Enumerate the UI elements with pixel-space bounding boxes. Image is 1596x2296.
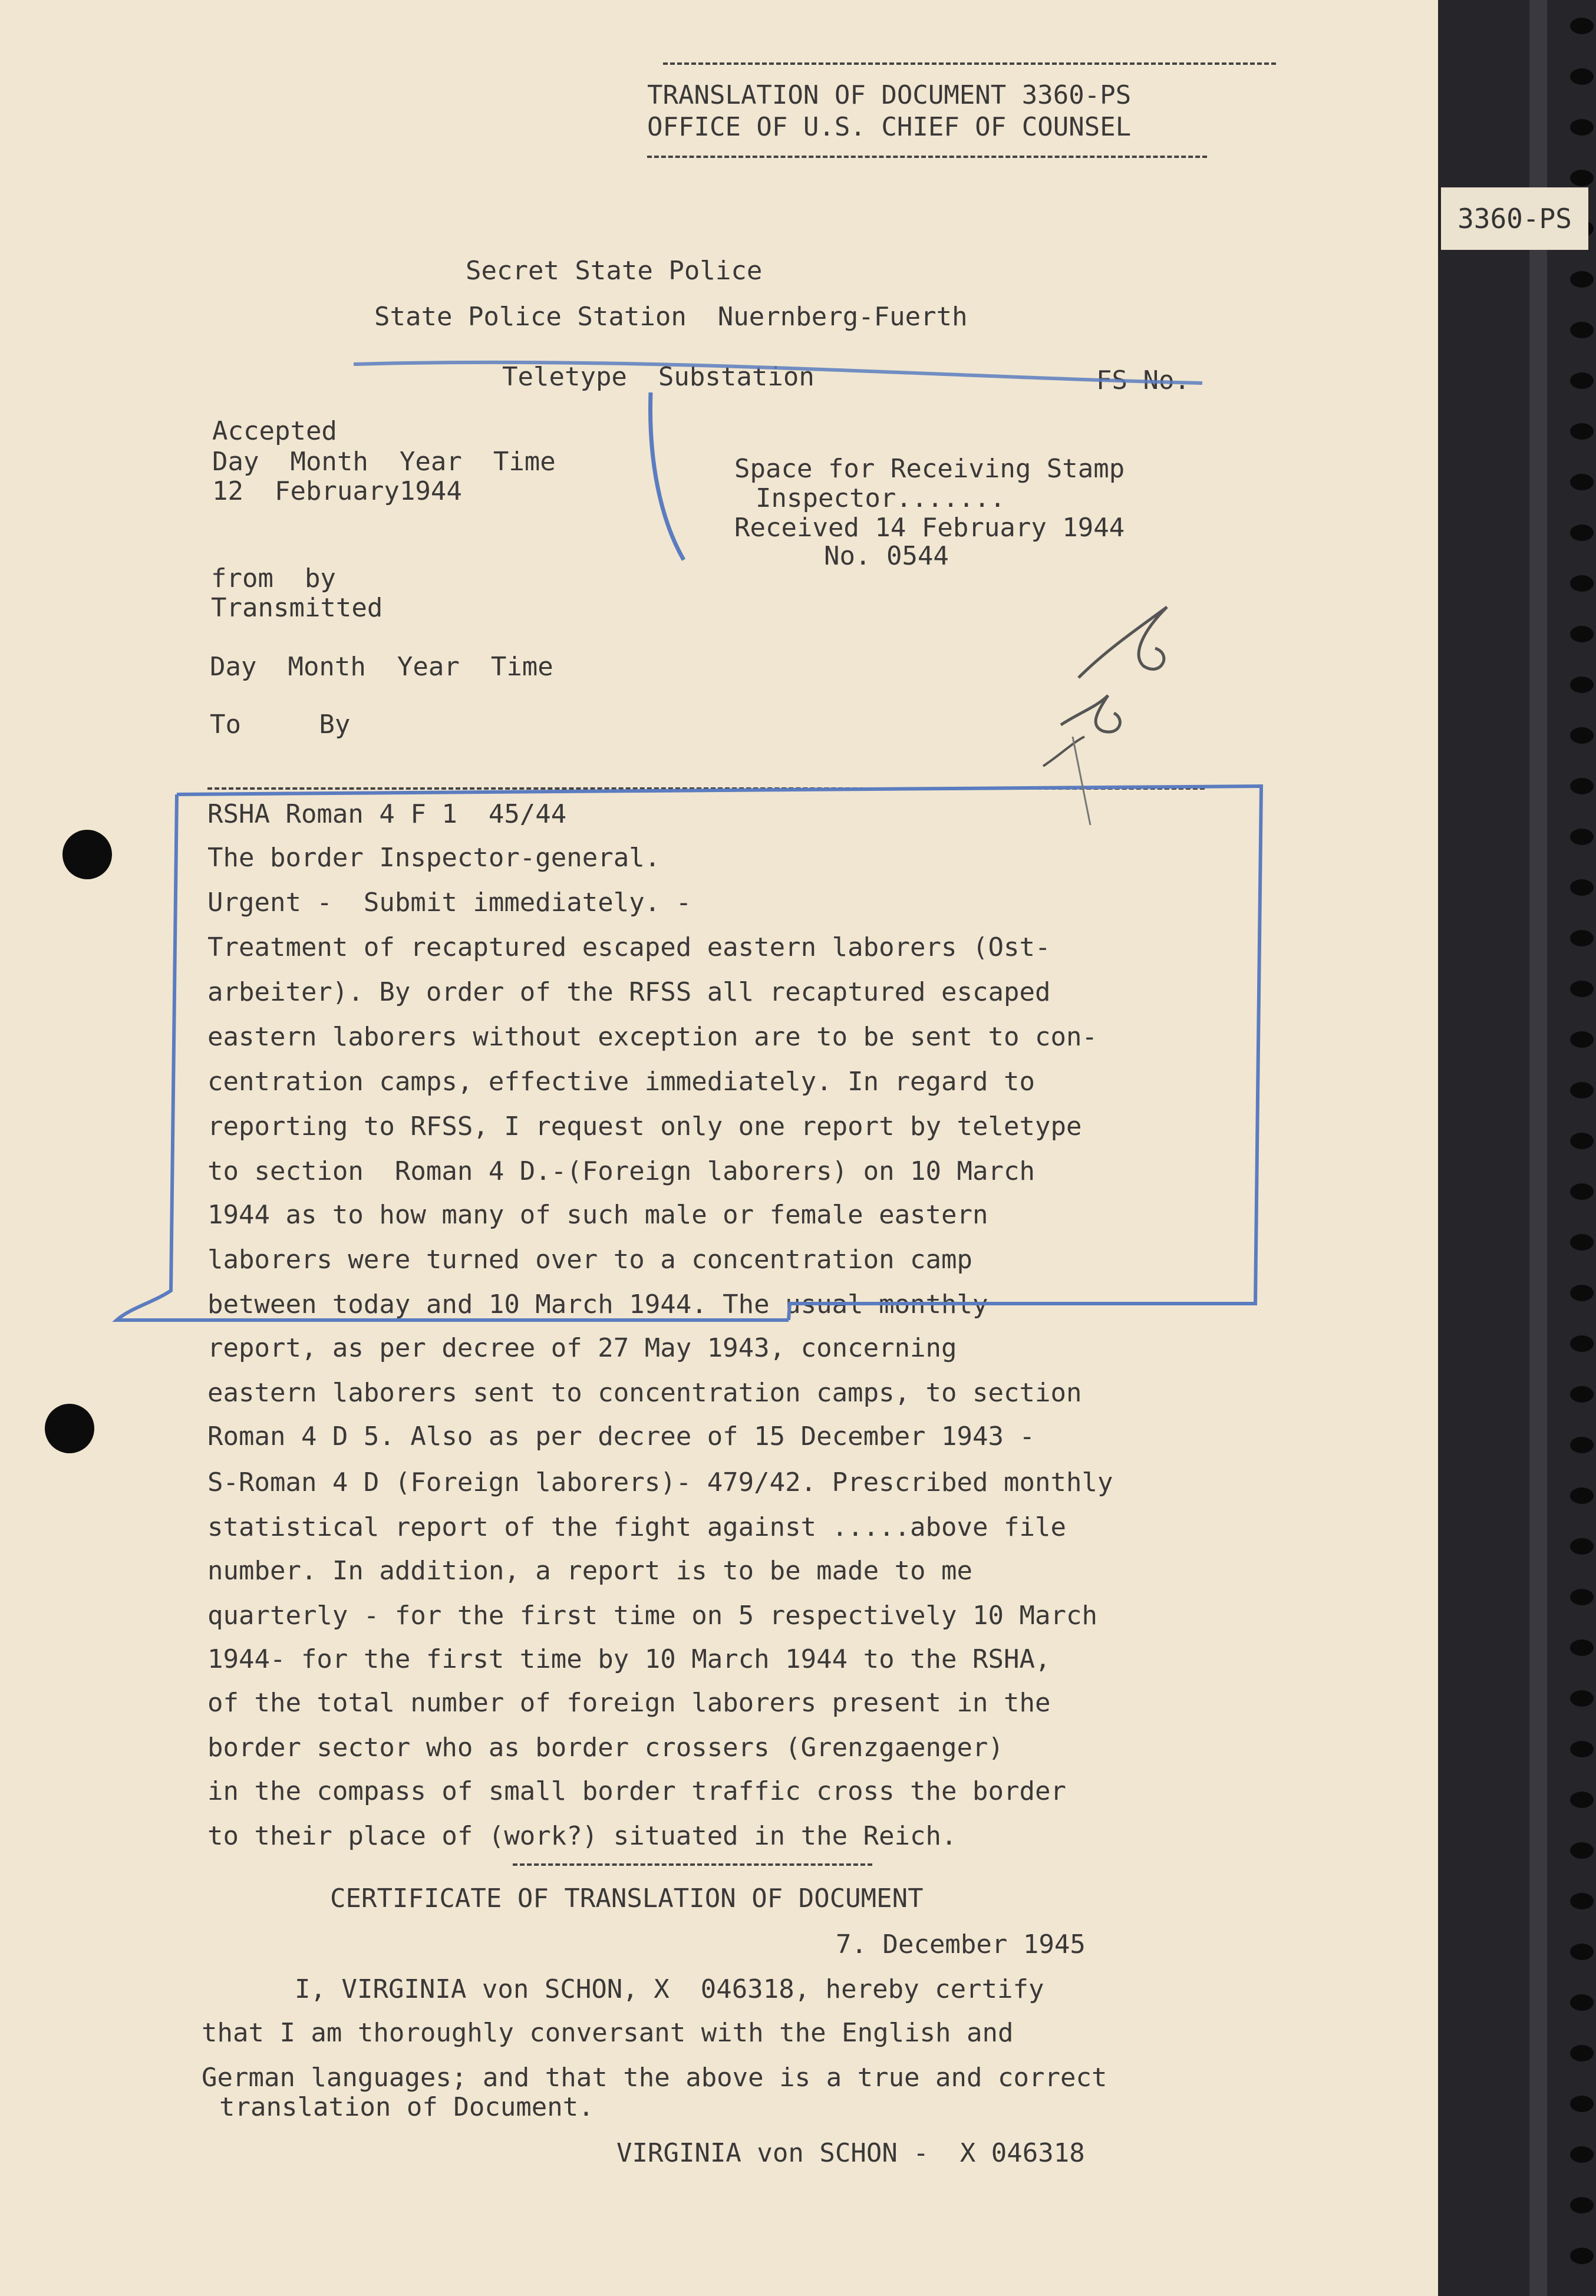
- translation-title: TRANSLATION OF DOCUMENT 3360-PS: [647, 80, 1132, 110]
- binder-hole: [1570, 1386, 1594, 1403]
- body-line: arbeiter). By order of the RFSS all recaptured escaped: [207, 977, 1051, 1007]
- binder-hole: [1570, 170, 1594, 186]
- teletype-substation: Teletype Substation: [502, 362, 815, 392]
- binder-hole: [1570, 829, 1594, 845]
- binder-hole: [1570, 18, 1594, 34]
- binder-hole: [1570, 1741, 1594, 1757]
- body-line: of the total number of foreign laborers present in the: [207, 1688, 1051, 1718]
- body-line: Urgent - Submit immediately. -: [207, 888, 692, 918]
- binder-hole: [1570, 1589, 1594, 1605]
- binder-hole: [1570, 1893, 1594, 1909]
- binder-hole: [1570, 2096, 1594, 2112]
- binder-hole: [1570, 1437, 1594, 1453]
- binder-hole: [1570, 1133, 1594, 1149]
- certificate-title: CERTIFICATE OF TRANSLATION OF DOCUMENT: [330, 1883, 924, 1914]
- binder-hole: [1570, 1994, 1594, 2011]
- transmitted-label: Transmitted: [211, 593, 383, 623]
- binder-hole: [1570, 626, 1594, 642]
- binder-hole: [1570, 1082, 1594, 1098]
- binder-hole: [1570, 1639, 1594, 1656]
- body-line: in the compass of small border traffic cross the border: [207, 1776, 1066, 1806]
- body-line: eastern laborers sent to concentration camps, to section: [207, 1378, 1082, 1408]
- body-line: Roman 4 D 5. Also as per decree of 15 December 1943 -: [207, 1421, 1035, 1452]
- certificate-line: I, VIRGINIA von SCHON, X 046318, hereby certify: [295, 1974, 1044, 2004]
- transmitted-columns: Day Month Year Time: [210, 652, 553, 682]
- binder-hole: [1570, 575, 1594, 592]
- binder-hole: [1570, 981, 1594, 997]
- binder-hole: [1570, 1944, 1594, 1960]
- certificate-line: German languages; and that the above is a true and correct: [202, 2063, 1107, 2093]
- binder-hole: [1570, 778, 1594, 794]
- binder-hole: [1570, 2146, 1594, 2163]
- org-name: Secret State Police: [466, 256, 763, 286]
- binder-hole: [1570, 677, 1594, 693]
- binder-hole: [1570, 2045, 1594, 2061]
- binder-hole: [1570, 2197, 1594, 2213]
- body-line: to section Roman 4 D.-(Foreign laborers) on 10 March: [207, 1156, 1035, 1186]
- stamp-title: Space for Receiving Stamp: [734, 454, 1125, 484]
- document-tab: 3360-PS: [1441, 187, 1588, 250]
- body-line: eastern laborers without exception are to be sent to con-: [207, 1022, 1097, 1052]
- to-by-label: To By: [210, 710, 351, 740]
- body-line: quarterly - for the first time on 5 respectively 10 March: [207, 1601, 1097, 1631]
- handwritten-initials-icon: [1025, 589, 1214, 837]
- from-by-label: from by: [211, 563, 336, 593]
- accepted-columns: Day Month Year Time: [212, 447, 556, 477]
- certificate-date: 7. December 1945: [836, 1929, 1086, 1959]
- body-line: border sector who as border crossers (Grenzgaenger): [207, 1733, 1004, 1763]
- station-name: State Police Station Nuernberg-Fuerth: [374, 302, 968, 332]
- punch-hole: [62, 830, 112, 879]
- inspector-line: Inspector.......: [756, 483, 1005, 513]
- body-line: to their place of (work?) situated in the Reich.: [207, 1821, 957, 1851]
- received-number: No. 0544: [824, 541, 949, 571]
- body-line: 1944- for the first time by 10 March 1944 to the RSHA,: [207, 1644, 1051, 1674]
- binder-hole: [1570, 322, 1594, 338]
- binder-hole: [1570, 1183, 1594, 1200]
- body-line: number. In addition, a report is to be made to me: [207, 1556, 973, 1586]
- binder-hole: [1570, 271, 1594, 288]
- translator-signature: VIRGINIA von SCHON - X 046318: [616, 2138, 1085, 2168]
- body-line: reporting to RFSS, I request only one report by teletype: [207, 1111, 1082, 1142]
- binder-hole: [1570, 879, 1594, 896]
- body-line: report, as per decree of 27 May 1943, concerning: [207, 1333, 957, 1363]
- binder-hole: [1570, 1690, 1594, 1707]
- body-line: statistical report of the fight against .....above file: [207, 1512, 1066, 1542]
- binder-hole: [1570, 119, 1594, 136]
- binder-hole: [1570, 1335, 1594, 1352]
- accepted-label: Accepted: [212, 416, 337, 446]
- binder-hole: [1570, 524, 1594, 541]
- accepted-values: 12 February1944: [212, 476, 462, 506]
- body-line: S-Roman 4 D (Foreign laborers)- 479/42. Prescribed monthly: [207, 1467, 1113, 1497]
- certificate-line: that I am thoroughly conversant with the English and: [202, 2018, 1014, 2048]
- binder-rail: [1529, 0, 1547, 2296]
- office-title: OFFICE OF U.S. CHIEF OF COUNSEL: [647, 112, 1132, 142]
- binder-hole: [1570, 1285, 1594, 1301]
- body-line: Treatment of recaptured escaped eastern laborers (Ost-: [207, 932, 1051, 962]
- body-line: 1944 as to how many of such male or female eastern: [207, 1200, 988, 1230]
- body-line: centration camps, effective immediately. In regard to: [207, 1067, 1035, 1097]
- fs-number: FS No.: [1096, 365, 1190, 395]
- received-date: Received 14 February 1944: [734, 513, 1125, 543]
- body-line: between today and 10 March 1944. The usual monthly: [207, 1289, 988, 1319]
- binder-hole: [1570, 1538, 1594, 1555]
- binder-hole: [1570, 1234, 1594, 1251]
- punch-hole: [45, 1404, 94, 1453]
- binder-hole: [1570, 1487, 1594, 1504]
- binder-hole: [1570, 68, 1594, 85]
- certificate-line: translation of Document.: [219, 2092, 594, 2122]
- binder-hole: [1570, 372, 1594, 389]
- body-line: laborers were turned over to a concentration camp: [207, 1245, 973, 1275]
- binder-hole: [1570, 1792, 1594, 1808]
- body-line: The border Inspector-general.: [207, 843, 661, 873]
- binder-hole: [1570, 1842, 1594, 1859]
- binder-hole: [1570, 423, 1594, 440]
- binder-hole: [1570, 727, 1594, 744]
- binder-hole: [1570, 2248, 1594, 2264]
- binder-hole: [1570, 474, 1594, 490]
- binder-hole: [1570, 930, 1594, 946]
- body-line: RSHA Roman 4 F 1 45/44: [207, 799, 567, 829]
- binder-hole: [1570, 1031, 1594, 1048]
